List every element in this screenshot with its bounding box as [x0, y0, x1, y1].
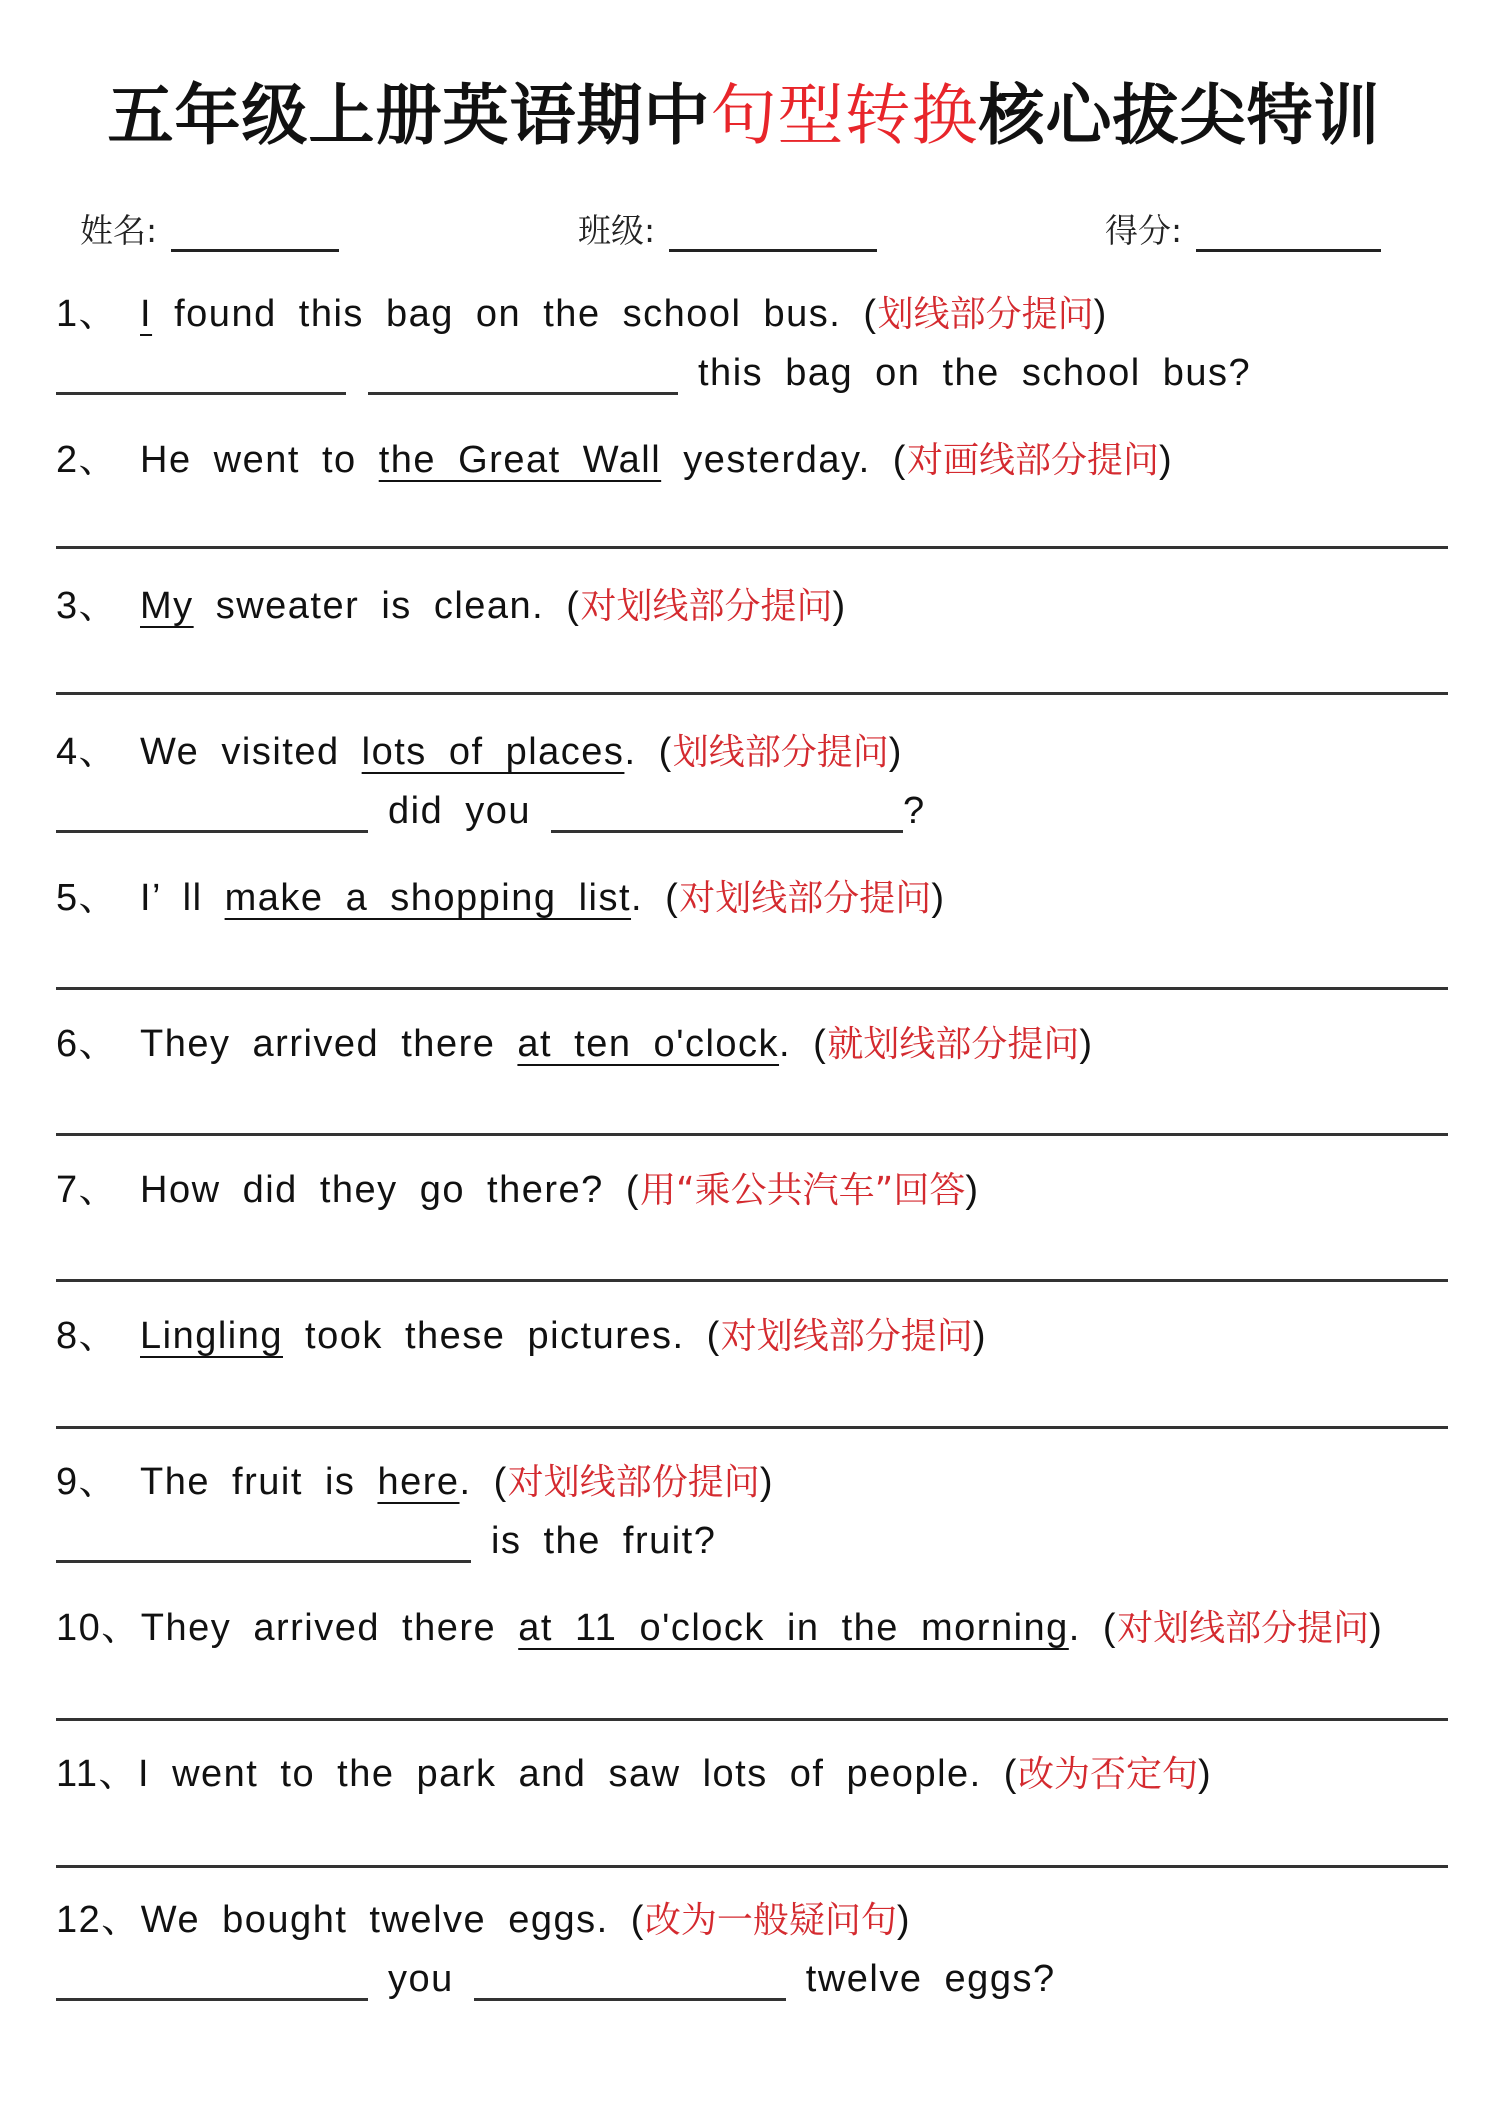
question-number: 10、 [56, 1607, 141, 1649]
paren-close: ) [965, 1169, 980, 1211]
title-suffix: 核心拔尖特训 [978, 77, 1381, 154]
question-number: 9、 [56, 1461, 119, 1503]
answer-line-5[interactable] [56, 987, 1448, 990]
paren-close: ) [1158, 439, 1174, 481]
paren-close: ) [1197, 1753, 1213, 1795]
question-number: 1、 [56, 293, 119, 335]
question-number: 5、 [56, 877, 119, 919]
question-12 [56, 1888, 911, 1943]
question-2 [56, 428, 1173, 483]
paren-close: ) [1079, 1023, 1094, 1065]
answer-line-8[interactable] [56, 1426, 1448, 1429]
question-number: 6、 [56, 1023, 119, 1065]
question-text: . [779, 1023, 792, 1065]
class-blank[interactable] [669, 213, 877, 252]
instruction-hint: 对划线部分提问 [720, 1316, 973, 1357]
answer-row-9 [56, 1520, 736, 1563]
answer-text: ? [903, 790, 926, 832]
answer-blank[interactable] [551, 790, 903, 833]
paren-close: ) [1369, 1607, 1384, 1649]
question-text: . [1068, 1607, 1081, 1649]
instruction-hint: 划线部分提问 [877, 294, 1094, 335]
underlined-part: Lingling [140, 1315, 283, 1357]
answer-text: did you [388, 790, 532, 832]
instruction-hint: 划线部分提问 [672, 732, 889, 773]
paren-open: ( [706, 1315, 721, 1357]
underlined-part: My [140, 585, 194, 627]
underlined-part: I [140, 293, 153, 335]
question-number: 3、 [56, 585, 119, 627]
paren-open: ( [625, 1169, 641, 1211]
question-text: . [631, 877, 644, 919]
underlined-part: at 11 o'clock in the morning [518, 1607, 1069, 1649]
answer-blank[interactable] [56, 790, 368, 833]
paren-close: ) [896, 1899, 912, 1941]
question-10 [56, 1596, 1383, 1651]
question-number: 2、 [56, 439, 119, 481]
answer-text: you [388, 1958, 454, 2000]
paren-open: ( [863, 293, 878, 335]
paren-open: ( [566, 585, 581, 627]
underlined-part: lots of places [361, 731, 625, 773]
question-11 [56, 1742, 1212, 1797]
score-field [1105, 205, 1381, 252]
instruction-hint: 对划线部分提问 [679, 878, 932, 919]
instruction-hint: 对划线部分提问 [580, 586, 833, 627]
score-label: 得分: [1105, 211, 1183, 250]
instruction-hint: 改为否定句 [1017, 1754, 1198, 1795]
answer-blank[interactable] [368, 352, 678, 395]
question-number: 8、 [56, 1315, 119, 1357]
question-text: He went to [140, 439, 379, 481]
question-text: I’ ll [140, 877, 225, 919]
answer-blank[interactable] [56, 352, 346, 395]
question-1 [56, 282, 1108, 337]
question-4 [56, 720, 903, 775]
question-text: How did they go there? [140, 1169, 604, 1211]
question-number: 12、 [56, 1899, 141, 1941]
instruction-hint: 用“乘公共汽车”回答 [640, 1170, 966, 1211]
paren-close: ) [832, 585, 847, 627]
paren-open: ( [493, 1461, 508, 1503]
paren-open: ( [1003, 1753, 1018, 1795]
question-text: yesterday. [661, 439, 871, 481]
answer-line-2[interactable] [56, 546, 1448, 549]
question-text: They arrived there [140, 1607, 519, 1649]
paren-open: ( [892, 439, 907, 481]
question-text: The fruit is [140, 1461, 378, 1503]
answer-blank[interactable] [474, 1958, 786, 2001]
answer-line-10[interactable] [56, 1718, 1448, 1721]
class-label: 班级: [578, 211, 656, 250]
question-8 [56, 1304, 987, 1359]
question-3 [56, 574, 847, 629]
paren-close: ) [931, 877, 946, 919]
question-text: sweater is clean. [193, 585, 545, 627]
name-blank[interactable] [171, 213, 339, 252]
answer-text: is the fruit? [491, 1520, 717, 1562]
question-7 [56, 1158, 980, 1213]
name-label: 姓名: [80, 211, 158, 250]
underlined-part: at ten o'clock [517, 1023, 780, 1065]
paren-close: ) [759, 1461, 774, 1503]
answer-blank[interactable] [56, 1958, 368, 2001]
question-number: 11、 [56, 1753, 138, 1795]
answer-blank[interactable] [56, 1520, 471, 1563]
question-text: We visited [140, 731, 362, 773]
underlined-part: make a shopping list [224, 877, 632, 919]
question-6 [56, 1012, 1093, 1067]
paren-open: ( [813, 1023, 828, 1065]
instruction-hint: 就划线部分提问 [827, 1024, 1080, 1065]
answer-text: twelve eggs? [805, 1958, 1056, 2000]
paren-close: ) [888, 731, 903, 773]
underlined-part: here [377, 1461, 460, 1503]
paren-open: ( [658, 731, 673, 773]
question-9 [56, 1450, 774, 1505]
answer-line-7[interactable] [56, 1279, 1448, 1282]
question-number: 4、 [56, 731, 119, 773]
question-text: . [624, 731, 637, 773]
title-prefix: 五年级上册英语期中 [107, 77, 711, 154]
question-text: We bought twelve eggs. [140, 1899, 609, 1941]
answer-line-11[interactable] [56, 1865, 1448, 1868]
answer-text: this bag on the school bus? [698, 352, 1252, 394]
question-number: 7、 [56, 1169, 119, 1211]
answer-line-3[interactable] [56, 692, 1448, 695]
instruction-hint: 对划线部份提问 [507, 1462, 760, 1503]
title-highlight: 句型转换 [710, 77, 979, 154]
instruction-hint: 对划线部分提问 [1117, 1608, 1370, 1649]
paren-open: ( [630, 1899, 645, 1941]
question-text: . [459, 1461, 472, 1503]
underlined-part: the Great Wall [378, 439, 662, 481]
paren-open: ( [1102, 1607, 1118, 1649]
answer-line-6[interactable] [56, 1133, 1448, 1136]
worksheet-title [0, 62, 1488, 157]
answer-row-4 [56, 790, 926, 833]
name-field [80, 205, 339, 252]
score-blank[interactable] [1196, 213, 1381, 252]
paren-close: ) [1093, 293, 1108, 335]
instruction-hint: 改为一般疑问句 [644, 1900, 897, 1941]
instruction-hint: 对画线部分提问 [906, 440, 1159, 481]
question-5 [56, 866, 945, 921]
paren-open: ( [665, 877, 680, 919]
answer-row-1 [56, 352, 1271, 395]
paren-close: ) [972, 1315, 987, 1357]
question-text: They arrived there [140, 1023, 518, 1065]
question-text: I went to the park and saw lots of people. [137, 1753, 982, 1795]
class-field [578, 205, 877, 252]
question-text: took these pictures. [283, 1315, 685, 1357]
question-text: found this bag on the school bus. [152, 293, 842, 335]
answer-row-12 [56, 1958, 1076, 2001]
